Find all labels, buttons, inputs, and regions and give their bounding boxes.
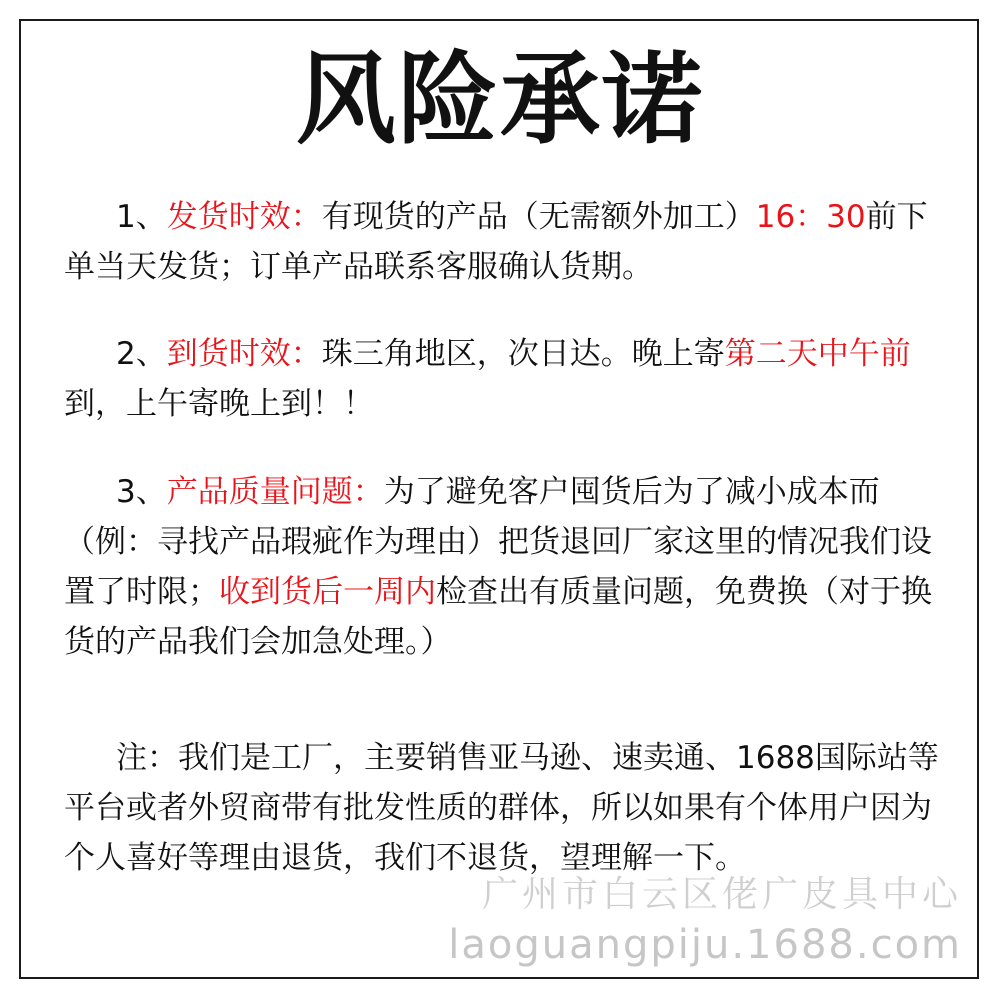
section-number: 3、 (116, 474, 167, 510)
note-text: 注：我们是工厂，主要销售亚马逊、速卖通、1688国际站等平台或者外贸商带有批发性质的群体，所以如果有个体用户因为个人喜好等理由退货，我们不退货，望理解一下。 (64, 740, 939, 876)
section-heading: 到货时效： (166, 336, 322, 372)
page-title: 风险承诺 (296, 41, 704, 158)
section-text: 为了避免客户囤货后为了减小成本而（例：寻找产品瑕疵作为理由）把货退回厂家这里的情况我们设置了时限； (64, 474, 932, 610)
section-text: 到，上午寄晚上到！！ (64, 386, 374, 422)
watermark-url: laoguangpiju.1688.com (448, 922, 962, 968)
section-quality-issues (64, 467, 944, 667)
note-paragraph (64, 733, 944, 883)
time-limit-highlight: 收到货后一周内 (219, 574, 436, 610)
delivery-highlight: 第二天中午前 (724, 336, 911, 372)
section-shipping-time (64, 192, 944, 292)
watermark-shop-name: 广州市白云区佬广皮具中心 (481, 874, 962, 915)
section-number: 2、 (116, 336, 167, 372)
section-delivery-time (64, 329, 944, 429)
section-text: 前下单当天发货；订单产品联系客服确认货期。 (64, 199, 928, 285)
section-text: 有现货的产品（无需额外加工） (321, 199, 756, 235)
section-text: 珠三角地区，次日达。晚上寄 (321, 336, 725, 372)
section-number: 1、 (116, 199, 167, 235)
section-text: 检查出有质量问题，免费换（对于换货的产品我们会加急处理。） (64, 574, 932, 660)
section-heading: 产品质量问题： (166, 474, 384, 510)
section-heading: 发货时效： (166, 199, 322, 235)
cutoff-time: 16：30 (755, 199, 866, 235)
